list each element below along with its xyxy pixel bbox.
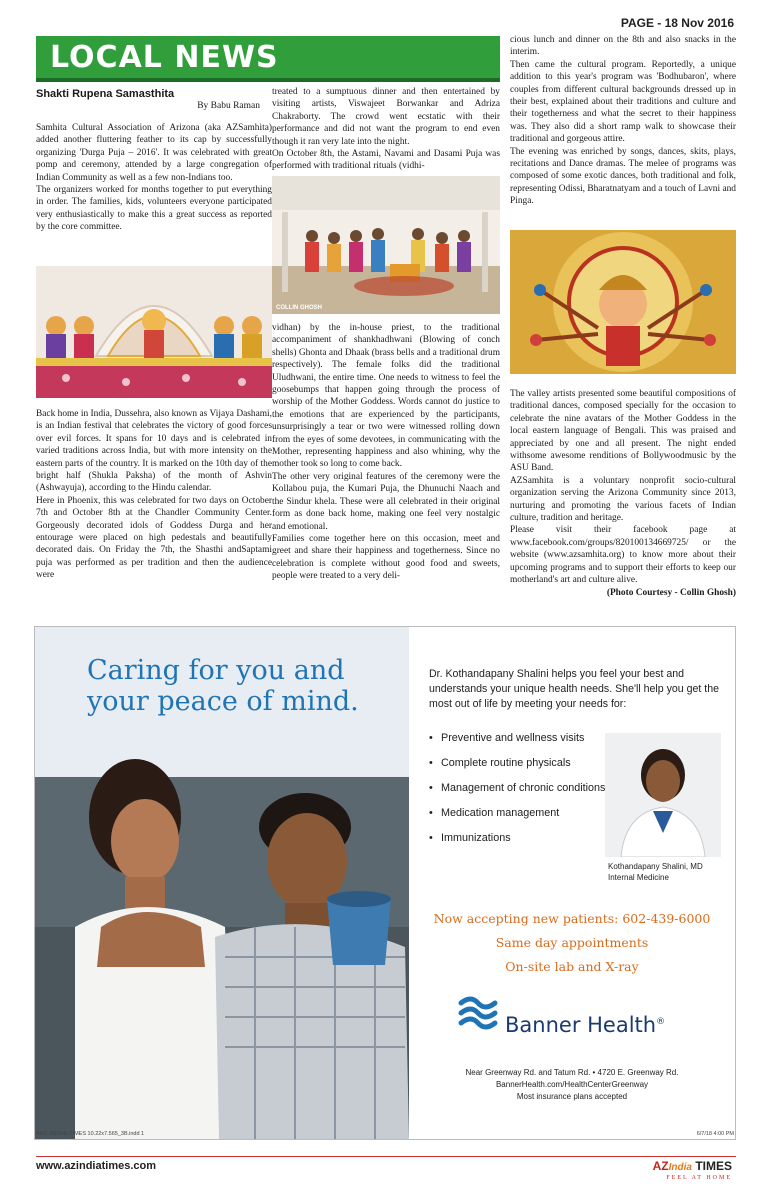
article-paragraph: The evening was enriched by songs, dances, skits, plays, recitations and Dance dramas. The melee of programs was composed of some exotic dances, both traditional and folk, representing Odissi, Bharatnatyam and a touch of Lavni and Pinga. bbox=[510, 146, 736, 207]
photo-courtesy: (Photo Courtesy - Collin Ghosh) bbox=[606, 587, 736, 598]
article-column-1b bbox=[36, 408, 272, 582]
service-item: • Management of chronic conditions bbox=[429, 781, 609, 795]
banner-health-wordmark: Banner Health® bbox=[505, 1013, 666, 1037]
article-headline: Shakti Rupena Samasthita bbox=[36, 88, 175, 100]
ad-info-panel bbox=[409, 627, 735, 1139]
article-paragraph: Samhita Cultural Association of Arizona (aka AZSamhita) added another fluttering feather to its cap by successfully organizing 'Durga Puja – 2016'. It was celebrated with great pomp and ceremony, attended by a large congregation of Indian Community as well as a few non-Indians too. bbox=[36, 123, 272, 183]
doctor-portrait bbox=[605, 733, 721, 857]
banner-health-logo-icon bbox=[455, 989, 501, 1040]
article-paragraph: Then came the cultural program. Reportedly, a unique addition to this year's program was 'Bodhubaron', where couples from different cultural backgrounds dressed up in their best, explained about their traditions and culture and their togetherness and what the secret to their happiness was. They also did a short ramp walk to showcase their traditional and gorgeous attire. bbox=[510, 59, 736, 145]
article-paragraph: treated to a sumptuous dinner and then entertained by visiting artists, Viswajeet Borwankar and Adriza Chakraborty. The crowd went ecstatic with their performance and did not want the program to end even though it ran very late into the night. bbox=[272, 87, 500, 147]
service-item: • Medication management bbox=[429, 806, 609, 820]
section-title: LOCAL NEWS bbox=[50, 40, 279, 75]
article-column-1 bbox=[36, 122, 272, 234]
ad-intro-text: Dr. Kothandapany Shalini helps you feel your best and understands your unique health needs. She'll help you get the most out of life by meeting your needs for: bbox=[429, 668, 720, 710]
ad-insurance: Most insurance plans accepted bbox=[516, 1092, 628, 1101]
article-paragraph: On October 8th, the Astami, Navami and Dasami Puja was performed with traditional rituals (vidhi- bbox=[272, 149, 500, 172]
service-item: • Complete routine physicals bbox=[429, 756, 609, 770]
durga-idol-stage-photo bbox=[36, 266, 272, 398]
lab-line: On-site lab and X-ray bbox=[505, 959, 639, 974]
footer-website-link[interactable]: www.azindiatimes.com bbox=[36, 1160, 157, 1172]
print-slug-date: 6/7/18 4:00 PM bbox=[696, 1131, 734, 1137]
new-patients-line: Now accepting new patients: 602-439-6000 bbox=[433, 911, 711, 926]
article-paragraph: The organizers worked for months together to put everything in order. The families, kids, volunteers everyone participated very enthusiastically to make this a great success as reported by the core committee. bbox=[36, 185, 272, 233]
page-header: PAGE - 18 Nov 2016 bbox=[620, 16, 734, 30]
footer-tagline: FEEL AT HOME bbox=[666, 1175, 732, 1181]
az-india-times-logo: AZIndia TIMES bbox=[652, 1159, 732, 1173]
durga-idol-closeup-photo bbox=[510, 230, 736, 374]
ad-address: Near Greenway Rd. and Tatum Rd. • 4720 E. Greenway Rd. bbox=[465, 1068, 679, 1077]
photo-credit: COLLIN GHOSH bbox=[276, 305, 322, 311]
ad-website: BannerHealth.com/HealthCenterGreenway bbox=[495, 1080, 649, 1089]
services-list bbox=[429, 731, 609, 856]
same-day-line: Same day appointments bbox=[495, 935, 649, 950]
article-paragraph: The valley artists presented some beautiful compositions of traditional dances, composed specially for the occasion to celebrate the nine avatars of the Mother Goddess in the local eastern language of Bengali. This was praised and appreciated by one and all present. The night ended withsome awesome renditions of Bollywoodmusic by the ASU Band. bbox=[510, 389, 736, 474]
article-paragraph: Please visit their facebook page at www.facebook.com/groups/820100134669725/ or the website (www.azsamhita.org) to know more about their upcoming programs and to support their efforts to keep our motherland's art and culture alive. bbox=[510, 525, 736, 586]
ad-headline: Caring for you and your peace of mind. bbox=[87, 655, 359, 717]
article-paragraph: Back home in India, Dussehra, also known as Vijaya Dashami, is an Indian festival that celebrates the victory of good forces over evil forces. It spans for 10 days and is celebrated in varied traditions across India, but with more intensity on the eastern parts of the country. It is marked on the 10th day of the bright half (Shukla Paksha) of the month of Ashvin (Ashwayuja), according to the Hindu calendar. bbox=[36, 409, 272, 494]
article-paragraph: Families come together here on this occasion, meet and greet and share their happiness and togetherness. Since no celebration is complete without good food and sweets, people were treated to a very deli- bbox=[272, 533, 500, 582]
article-paragraph: AZSamhita is a voluntary nonprofit socio-cultural organization serving the Arizona Community since 2013, nurturing and promoting the various facets of Indian culture, tradition and heritage. bbox=[510, 475, 736, 524]
article-column-2 bbox=[272, 86, 500, 173]
article-paragraph: The other very original features of the ceremony were the Kollabou puja, the Kumari Puja, the Dhunuchi Naach and the Sindur khela. These were all celebrated in their original form as done back home, making one feel very nostalgic and emotional. bbox=[272, 471, 500, 532]
article-column-3b bbox=[510, 388, 736, 599]
article-byline: By Babu Raman bbox=[197, 101, 260, 111]
doctor-title: Internal Medicine bbox=[608, 873, 669, 882]
ad-couple-photo bbox=[35, 627, 409, 1139]
print-slug: BHC INDIAN TIMES 10.22x7.565_3B.indd 1 bbox=[36, 1131, 145, 1137]
article-column-3 bbox=[510, 34, 736, 208]
article-paragraph: vidhan) by the in-house priest, to the traditional accompaniment of shankhadhwani (Blowing of conch shells) Ghonta and Dhaak (brass bells and a traditional drum respectively). The female folks did the traditional Uludhwani, the entire time. One needs to witness to feel the goosebumps that happen going through the process of worship of the Mother Goddess. Words cannot do justice to the emotions that are experienced by the participants, unsurprisingly a tear or two were witnessed rolling down from the eyes of some devotees, in communicating with the Mother, representing happiness and also whining, why the mother took so long to come back. bbox=[272, 323, 500, 470]
service-item: • Immunizations bbox=[429, 831, 609, 845]
service-item: • Preventive and wellness visits bbox=[429, 731, 609, 745]
doctor-name: Kothandapany Shalini, MD bbox=[608, 862, 703, 871]
doctor-caption bbox=[608, 861, 703, 883]
puja-ceremony-photo bbox=[272, 176, 500, 314]
footer-divider bbox=[36, 1156, 736, 1157]
article-paragraph: cious lunch and dinner on the 8th and also snacks in the interim. bbox=[510, 35, 736, 58]
section-banner bbox=[36, 36, 500, 82]
article-column-2b bbox=[272, 322, 500, 583]
banner-health-advertisement bbox=[34, 626, 736, 1140]
article-paragraph: Here in Phoenix, this was celebrated for two days on October 7th and October 8th at the Chandler Community Center. Gorgeously decorated idols of Goddess Durga and her entourage were placed on high pedestals and beautifully decorated dais. On Friday the 7th, the Shasthi andSaptami puja was performed as per tradition and then the audience were bbox=[36, 495, 272, 581]
